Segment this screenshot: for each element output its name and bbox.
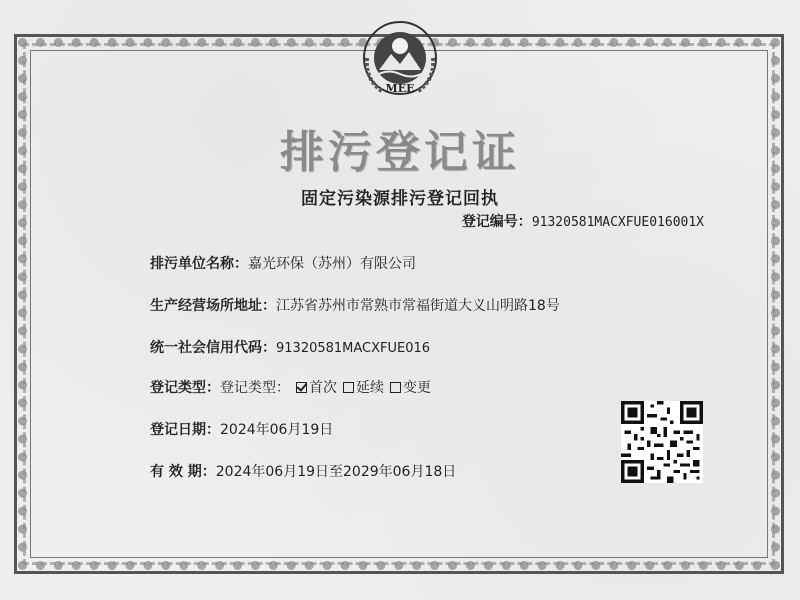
- unit-name-row: [150, 253, 416, 273]
- credit-code-value: 91320581MACXFUE016: [276, 341, 431, 356]
- validity-row: [150, 461, 456, 481]
- emblem-text: MEE: [385, 82, 415, 95]
- registration-number-label: 登记编号：: [461, 214, 532, 230]
- registration-type-label: 登记类型：: [150, 380, 220, 396]
- type-option-change: 变更: [403, 380, 431, 396]
- checkbox-first-checked-icon: [296, 382, 307, 393]
- address-row: [150, 295, 560, 315]
- registration-type-inner-label: 登记类型：: [220, 380, 290, 396]
- address-value: 江苏省苏州市常熟市常福街道大义山明路18号: [276, 298, 560, 314]
- qr-code-icon: [621, 401, 703, 483]
- registration-date-label: 登记日期：: [150, 422, 220, 438]
- mee-emblem-icon: [357, 18, 443, 100]
- address-label: 生产经营场所地址：: [150, 298, 276, 314]
- unit-name-value: 嘉光环保（苏州）有限公司: [248, 256, 416, 272]
- registration-number-value: 91320581MACXFUE016001X: [531, 215, 704, 230]
- registration-date-row: [150, 419, 333, 439]
- certificate-subtitle: 固定污染源排污登记回执: [301, 189, 499, 209]
- checkbox-renewal-icon: [343, 382, 354, 393]
- registration-date-value: 2024年06月19日: [220, 422, 334, 438]
- credit-code-row: [150, 337, 430, 357]
- unit-name-label: 排污单位名称：: [150, 256, 248, 272]
- validity-value: 2024年06月19日至2029年06月18日: [215, 464, 457, 480]
- type-option-first: 首次: [309, 380, 337, 396]
- type-option-renewal: 延续: [356, 380, 384, 396]
- certificate-title: 排污登记证: [280, 127, 520, 178]
- registration-number: [462, 211, 704, 231]
- validity-label: 有 效 期：: [150, 464, 216, 480]
- registration-type-row: [150, 377, 431, 397]
- checkbox-change-icon: [390, 382, 401, 393]
- credit-code-label: 统一社会信用代码：: [150, 340, 276, 356]
